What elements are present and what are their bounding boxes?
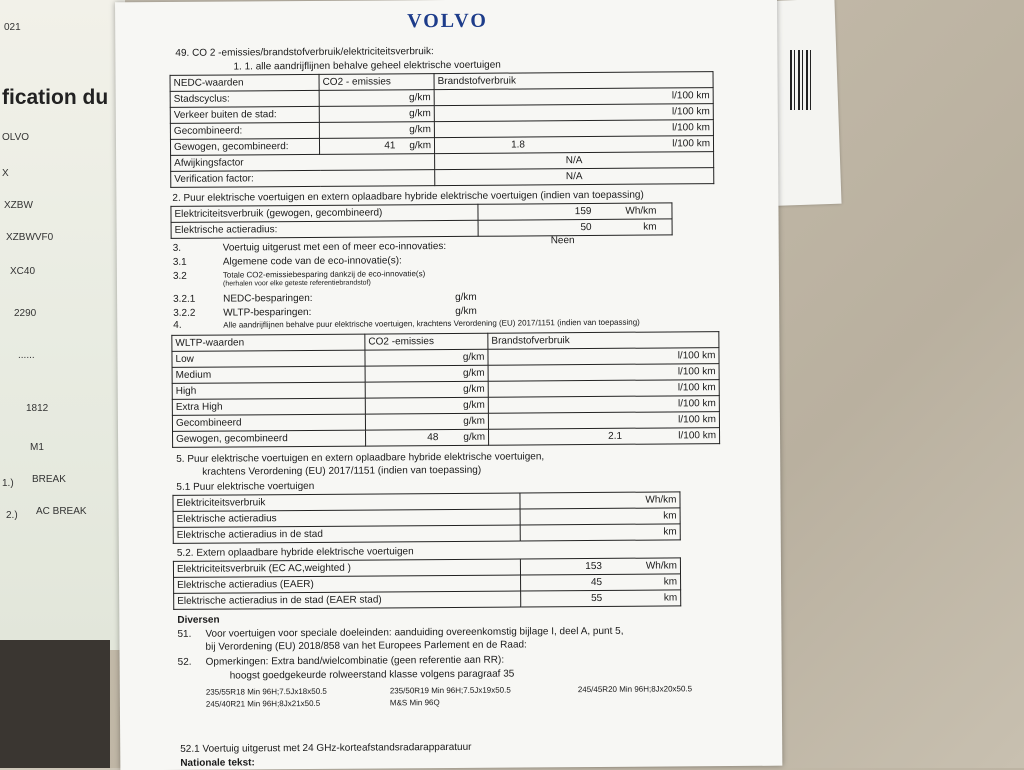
eco-322-num: 3.2.2: [173, 307, 196, 319]
afwijkings-value: N/A: [435, 152, 714, 170]
co2-unit: g/km: [365, 365, 488, 382]
eco-322-text: WLTP-besparingen:: [223, 306, 312, 319]
section-51-table: [172, 491, 680, 544]
tyre-spec: 245/40R21 Min 96H;8Jx21x50.5: [205, 698, 321, 709]
fuel-unit: l/100 km: [672, 138, 711, 150]
row-label: Elektrische actieradius (EAER): [174, 575, 521, 593]
verification-label: Verification factor:: [171, 170, 435, 188]
section-51-title: 5.1 Puur elektrische voertuigen: [176, 480, 315, 493]
verification-value: N/A: [435, 168, 714, 186]
co2-unit: g/km: [319, 106, 434, 123]
section-49-title: 49. CO 2 -emissies/brandstofverbruik/elektriciteitsverbruik:: [175, 46, 434, 59]
nationale-tekst-heading: Nationale tekst:: [180, 757, 255, 769]
fuel-unit: l/100 km: [434, 88, 713, 106]
fuel-cell: [434, 136, 713, 154]
section-2-title: 2. Puur elektrische voertuigen en extern oplaadbare hybride elektrische voertuigen (indien van toepassing): [172, 189, 644, 204]
value: 45: [590, 576, 603, 589]
fuel-unit: l/100 km: [488, 348, 719, 366]
left-text: BREAK: [32, 474, 66, 485]
wltp-header-co2: CO2 -emissies: [365, 333, 488, 350]
value: 55: [591, 592, 603, 605]
item-51-num: 51.: [177, 628, 192, 640]
row-label: Elektrische actieradius: [173, 509, 520, 527]
section-49-subtitle: 1. 1. alle aandrijflijnen behalve geheel elektrische voertuigen: [233, 59, 501, 73]
fuel-unit: l/100 km: [488, 380, 719, 398]
wltp-header-fuel: Brandstofverbruik: [488, 332, 719, 350]
eco-31-num: 3.1: [172, 256, 187, 268]
unit: km: [520, 508, 680, 525]
co2-unit: g/km: [463, 431, 486, 443]
eco-321-num: 3.2.1: [173, 293, 196, 305]
eco-4-num: 4.: [173, 319, 182, 331]
left-text: XZBW: [4, 200, 33, 211]
co2-unit: g/km: [319, 90, 434, 107]
section-5-b: krachtens Verordening (EU) 2017/1151 (indien van toepassing): [202, 464, 482, 478]
table-row: [174, 590, 681, 610]
diversen-heading: Diversen: [177, 614, 220, 626]
item-52-text-a: Opmerkingen: Extra band/wielcombinatie (geen referentie aan RR):: [205, 654, 505, 668]
table-row: [171, 168, 714, 188]
row-label: Elektrische actieradius:: [171, 220, 478, 238]
value-cell: [521, 574, 681, 591]
fuel-value: 2.1: [608, 430, 623, 442]
item-521-text: 52.1 Voertuig uitgerust met 24 GHz-korteafstandsradarapparatuur: [180, 741, 472, 755]
value: 153: [585, 560, 602, 573]
row-label: Elektrische actieradius in de stad (EAER stad): [174, 591, 521, 609]
wltp-header-label: WLTP-waarden: [172, 334, 365, 351]
fuel-unit: l/100 km: [678, 430, 717, 442]
unit: Wh/km: [625, 205, 657, 217]
row-label: Elektriciteitsverbruik (EC AC,weighted ): [173, 559, 520, 577]
tyre-spec: 245/45R20 Min 96H;8Jx20x50.5: [577, 684, 693, 695]
left-text: X: [2, 168, 9, 179]
unit: Wh/km: [645, 560, 677, 572]
tyre-spec: 235/55R18 Min 96H;7.5Jx18x50.5: [205, 686, 327, 697]
unit: km: [663, 592, 678, 604]
table-row: [173, 524, 680, 544]
wltp-table: [171, 331, 720, 448]
value-cell: [521, 590, 681, 607]
co2-cell: [366, 429, 489, 446]
tyre-spec: M&S Min 96Q: [389, 698, 440, 708]
left-text: XZBWVF0: [6, 232, 54, 243]
row-label: Elektriciteitsverbruik: [173, 493, 520, 511]
value-cell: [520, 558, 680, 575]
row-label: Extra High: [172, 398, 365, 415]
tyre-spec: 235/50R19 Min 96H;7.5Jx19x50.5: [389, 685, 511, 696]
row-label: Gewogen, gecombineerd:: [170, 138, 319, 155]
table-row: [173, 428, 720, 448]
nedc-header-label: NEDC-waarden: [170, 74, 319, 91]
unit: Wh/km: [520, 492, 680, 509]
item-51-text-a: Voor voertuigen voor speciale doeleinden: aanduiding overeenkomstig bijlage I, deel A, punt 5,: [205, 625, 624, 640]
nedc-table: [170, 71, 715, 188]
barcode-icon: [790, 50, 812, 110]
section-52-title: 5.2. Extern oplaadbare hybride elektrische voertuigen: [176, 546, 414, 559]
left-text: OLVO: [2, 132, 30, 143]
co2-unit: g/km: [319, 122, 434, 139]
eco-3-num: 3.: [172, 242, 182, 254]
row-label: Stadscyclus:: [170, 90, 319, 107]
eco-32-num: 3.2: [172, 270, 187, 282]
eco-322-unit: g/km: [455, 305, 477, 317]
unit: km: [643, 221, 657, 233]
fuel-unit: l/100 km: [488, 396, 719, 414]
row-label: Elektrische actieradius in de stad: [173, 525, 520, 543]
row-label: High: [172, 382, 365, 399]
section-52-table: [173, 557, 681, 610]
fuel-cell: [488, 428, 719, 446]
left-text: 021: [4, 22, 21, 33]
eco-32-text-a: Totale CO2-emissiebesparing dankzij de eco-innovatie(s): [222, 269, 426, 280]
nedc-header-co2: CO2 - emissies: [319, 74, 434, 91]
item-52-text-b: hoogst goedgekeurde rolweerstand klasse volgens paragraaf 35: [229, 668, 515, 682]
row-label: Gecombineerd:: [170, 122, 319, 139]
left-text: 2.): [6, 510, 18, 521]
co2-unit: g/km: [365, 381, 488, 398]
left-text: AC BREAK: [36, 506, 87, 517]
eco-31-text: Algemene code van de eco-innovatie(s):: [222, 255, 402, 268]
co2-unit: g/km: [409, 140, 432, 152]
co2-unit: g/km: [365, 397, 488, 414]
row-label: Verkeer buiten de stad:: [170, 106, 319, 123]
eco-4-text: Alle aandrijflijnen behalve puur elektrische voertuigen, krachtens Verordening (EU) 2017/1151 (indien van toepassing): [223, 317, 640, 330]
left-text: XC40: [10, 266, 36, 277]
row-label: Gecombineerd: [172, 414, 365, 431]
co2-unit: g/km: [365, 349, 488, 366]
left-text: 1812: [26, 403, 49, 414]
coc-document-page: [115, 0, 782, 770]
eco-3-text: Voertuig uitgerust met een of meer eco-innovaties:: [222, 241, 447, 254]
co2-value: 48: [427, 432, 439, 444]
volvo-logo: VOLVO: [407, 9, 488, 33]
value: 159: [574, 205, 592, 218]
value-cell: [478, 203, 672, 220]
fuel-unit: l/100 km: [488, 412, 719, 430]
left-text: M1: [30, 442, 44, 453]
fuel-unit: l/100 km: [434, 104, 713, 122]
co2-cell: [319, 138, 434, 155]
item-52-num: 52.: [177, 656, 192, 668]
fuel-value: 1.8: [511, 139, 526, 151]
eco-321-unit: g/km: [455, 291, 477, 303]
section-5-a: 5. Puur elektrische voertuigen en extern oplaadbare hybride elektrische voertuigen,: [176, 451, 545, 465]
fuel-unit: l/100 km: [488, 364, 719, 382]
nedc-header-fuel: Brandstofverbruik: [434, 72, 713, 90]
table-row: [171, 219, 672, 238]
eco-32-text-b: (herhalen voor elke geteste referentiebrandstof): [222, 279, 371, 288]
left-title: fication du: [2, 86, 109, 109]
fuel-unit: l/100 km: [434, 120, 713, 138]
value: 50: [580, 221, 592, 234]
section-2-table: [170, 202, 672, 239]
unit: km: [663, 576, 678, 588]
eco-321-text: NEDC-besparingen:: [223, 292, 313, 305]
afwijkings-label: Afwijkingsfactor: [171, 154, 435, 172]
unit: km: [520, 524, 680, 541]
background-dark-area: [0, 640, 110, 768]
value-cell: [478, 219, 672, 236]
row-label: Gewogen, gecombineerd: [173, 430, 366, 447]
left-text: 1.): [2, 478, 14, 489]
left-text: 2290: [14, 308, 37, 319]
item-51-text-b: bij Verordening (EU) 2018/858 van het Europees Parlement en de Raad:: [205, 639, 527, 653]
co2-unit: g/km: [365, 413, 488, 430]
eco-3-value: Neen: [550, 235, 575, 247]
left-text: ......: [18, 350, 35, 361]
row-label: Low: [172, 350, 365, 367]
co2-value: 41: [384, 140, 396, 152]
row-label: Medium: [172, 366, 365, 383]
row-label: Elektriciteitsverbruik (gewogen, gecombineerd): [171, 204, 478, 222]
